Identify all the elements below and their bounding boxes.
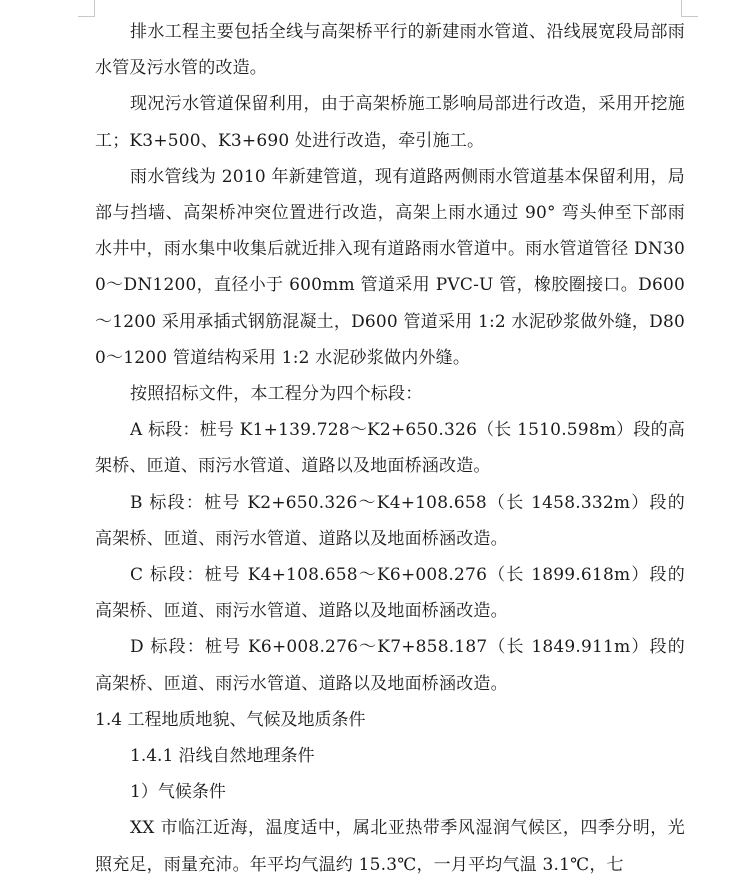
document-body <box>95 14 685 883</box>
paragraph-drainage-scope: 排水工程主要包括全线与高架桥平行的新建雨水管道、沿线展宽段局部雨水管及污水管的改造。 <box>95 22 685 79</box>
heading-1-4-1: 1.4.1 沿线自然地理条件 <box>130 746 315 767</box>
paragraph-sewage-existing: 现况污水管道保留利用，由于高架桥施工影响局部进行改造，采用开挖施工；K3+500、K3+690 处进行改造，牵引施工。 <box>95 94 685 151</box>
margin-corner-mark-left-horizontal <box>78 16 95 17</box>
heading-climate: 1）气候条件 <box>130 782 226 803</box>
paragraph-section-a: A 标段：桩号 K1+139.728～K2+650.326（长 1510.598m）段的高架桥、匝道、雨污水管道、道路以及地面桥涵改造。 <box>95 420 685 477</box>
paragraph-section-c: C 标段：桩号 K4+108.658～K6+008.276（长 1899.618m）段的高架桥、匝道、雨污水管道、道路以及地面桥涵改造。 <box>95 565 685 622</box>
heading-1-4: 1.4 工程地质地貌、气候及地质条件 <box>95 709 366 730</box>
paragraph-section-b: B 标段：桩号 K2+650.326～K4+108.658（长 1458.332m）段的高架桥、匝道、雨污水管道、道路以及地面桥涵改造。 <box>95 492 685 549</box>
paragraph-stormwater-pipeline: 雨水管线为 2010 年新建管道，现有道路两侧雨水管道基本保留利用，局部与挡墙、高架桥冲突位置进行改造，高架上雨水通过 90° 弯头伸至下部雨水井中，雨水集中收集后就近排入现有道路雨水管道中。雨水管道管径 DN300～DN1200，直径小于 600mm 管道采用 PVC-U 管，橡胶圈接口。D600～1200 采用承插式钢筋混凝土，D600 管道采用 1:2 水泥砂浆做外缝，D800～1200 管道结构采用 1:2 水泥砂浆做内外缝。 <box>95 166 685 368</box>
paragraph-section-d: D 标段：桩号 K6+008.276～K7+858.187（长 1849.911m）段的高架桥、匝道、雨污水管道、道路以及地面桥涵改造。 <box>95 637 685 694</box>
paragraph-tender-sections: 按照招标文件，本工程分为四个标段： <box>130 384 423 405</box>
paragraph-climate: XX 市临江近海，温度适中，属北亚热带季风湿润气候区，四季分明，光照充足，雨量充沛。年平均气温约 15.3℃，一月平均气温 3.1℃，七 <box>95 818 685 875</box>
